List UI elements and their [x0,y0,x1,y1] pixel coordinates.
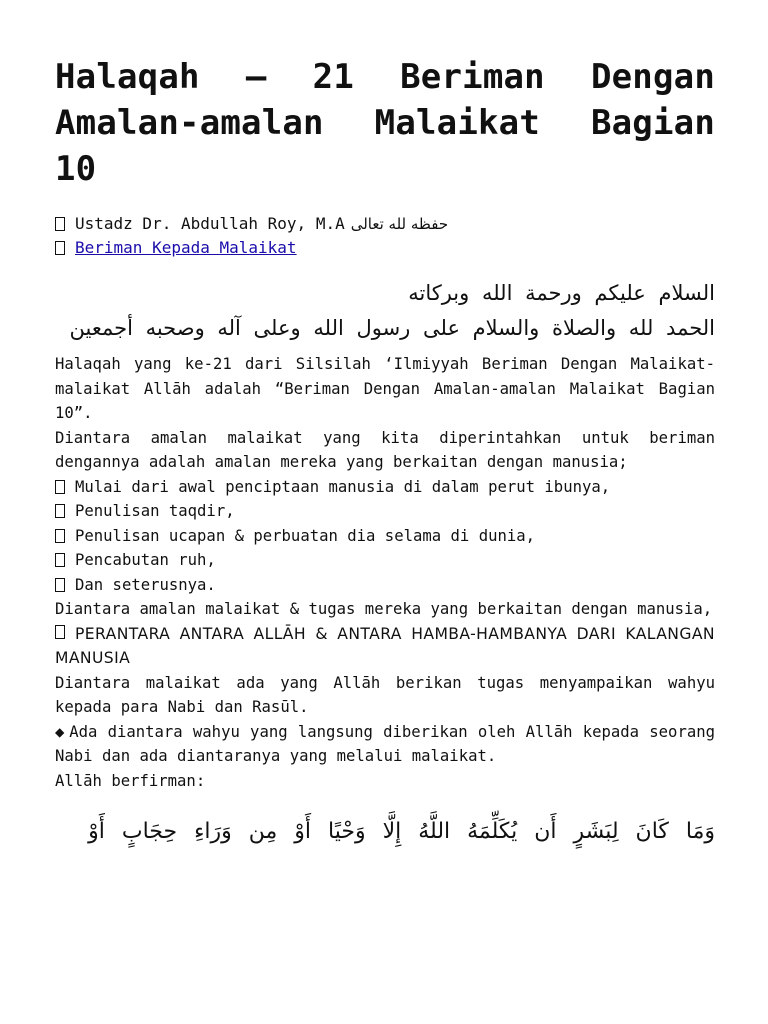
article-meta [55,212,715,260]
list-item-text: Penulisan ucapan & perbuatan dia selama di dunia, [75,526,536,545]
quran-verse: وَمَا كَانَ لِبَشَرٍ أَن يُكَلِّمَهُ اللَّهُ إِلَّا وَحْيًا أَوْ مِن وَرَاءِ حِجَابٍ أَوْ [88,819,715,844]
list-item-text: Pencabutan ruh, [75,551,216,569]
article-body [55,352,715,793]
list-item [55,548,715,573]
paragraph-intro: Halaqah yang ke-21 dari Silsilah ‘Ilmiyyah Beriman Dengan Malaikat-malaikat Allāh adalah “Beriman Dengan Amalan-amalan Malaikat Bagian 10”. [55,355,715,422]
paragraph-wahyu-text: Ada diantara wahyu yang langsung diberikan oleh Allāh kepada seorang Nabi dan ada diantaranya yang melalui malaikat. [55,722,716,765]
arabic-greeting: السلام عليكم ورحمة الله وبركاته [408,281,715,305]
section-heading [55,622,715,671]
article-title: Halaqah – 21 Beriman Dengan Amalan-amalan Malaikat Bagian 10 [55,57,715,189]
user-icon [55,217,65,231]
article [55,54,715,851]
author-row [55,212,715,236]
author-name: Ustadz Dr. Abdullah Roy, M.A [75,214,345,233]
bullet-icon [55,529,65,543]
list-item [55,573,715,598]
author-honorific: حفظه لله تعالى [350,215,449,233]
arabic-opening [55,276,715,346]
bullet-icon [55,578,65,592]
list-item-text: Penulisan taqdir, [75,502,235,520]
paragraph-berfirman: Allāh berfirman: [55,771,206,790]
paragraph-wahyu [55,720,715,769]
list-item-text: Dan seterusnya. [75,575,216,594]
bullet-icon [55,480,65,494]
bullet-icon [55,504,65,518]
section-heading-text: PERANTARA ANTARA ALLĀH & ANTARA HAMBA-HAMBANYA DARI KALANGAN MANUSIA [55,624,715,667]
bullet-icon [55,625,65,639]
arabic-praise: الحمد لله والصلاة والسلام على رسول الله وعلى آله وصحبه أجمعين [69,316,715,340]
paragraph-amalan: Diantara amalan malaikat yang kita diperintahkan untuk beriman dengannya adalah amalan mereka yang berkaitan dengan manusia; [55,428,715,471]
list-item [55,499,715,524]
diamond-icon: ◆ [55,722,66,741]
paragraph-tugas: Diantara amalan malaikat & tugas mereka yang berkaitan dengan manusia, [55,600,713,618]
category-link[interactable]: Beriman Kepada Malaikat [75,238,297,257]
bullet-icon [55,553,65,567]
paragraph-tugas-nabi: Diantara malaikat ada yang Allāh berikan tugas menyampaikan wahyu kepada para Nabi dan Rasūl. [55,673,715,716]
folder-icon [55,241,65,255]
category-row [55,236,715,260]
list-item-text: Mulai dari awal penciptaan manusia di dalam perut ibunya, [75,477,611,496]
list-item [55,475,715,500]
list-item [55,524,715,549]
